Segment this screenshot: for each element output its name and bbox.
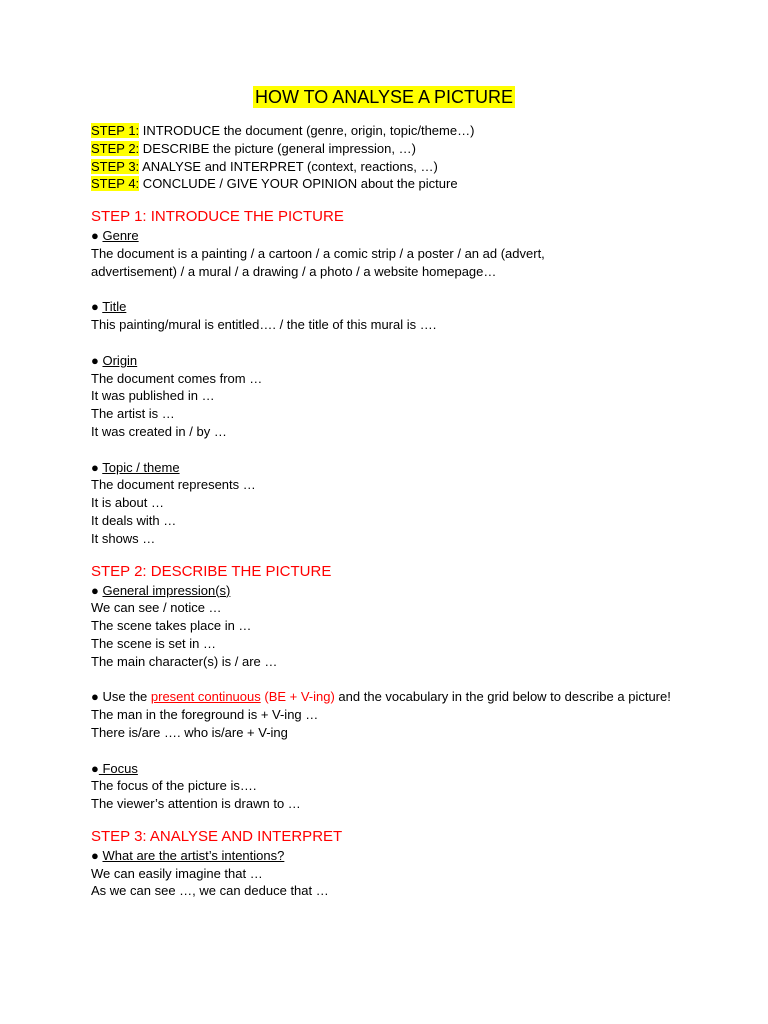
bullet-icon: ● [91,299,99,315]
title-wrap [0,86,768,108]
steps-overview [91,122,691,193]
overview-step-1 [91,122,691,140]
general-line: The scene takes place in … [91,618,252,634]
use-line: The man in the foreground is + V-ing … [91,707,319,723]
topic-label: Topic / theme [102,459,180,475]
topic-line: It shows … [91,530,156,546]
genre-label: Genre [102,228,139,244]
bullet-icon: ● [91,689,99,705]
step-text: CONCLUDE / GIVE YOUR OPINION about the picture [139,176,458,192]
general-label-line [91,582,691,600]
step-label: STEP 4: [91,176,140,192]
focus-line: The focus of the picture is…. [91,778,257,794]
focus-line: The viewer’s attention is drawn to … [91,796,301,812]
overview-step-4 [91,175,691,193]
use-prefix: Use the [98,689,151,705]
title-label-line [91,298,691,316]
genre-line: advertisement) / a mural / a drawing / a photo / a website homepage… [91,263,497,279]
step2-heading: STEP 2: DESCRIBE THE PICTURE [91,562,332,580]
topic-line: The document represents … [91,477,256,493]
general-line: The main character(s) is / are … [91,653,278,669]
use-line: There is/are …. who is/are + V-ing [91,724,288,740]
topic-line: It deals with … [91,512,177,528]
step1-heading: STEP 1: INTRODUCE THE PICTURE [91,208,344,226]
origin-line: The artist is … [91,406,175,422]
intentions-line: As we can see …, we can deduce that … [91,883,329,899]
step-text: INTRODUCE the document (genre, origin, topic/theme…) [139,123,475,138]
step-label: STEP 3: [91,158,140,174]
intentions-line: We can easily imagine that … [91,865,263,881]
use-paren: (BE + V-ing) [260,689,335,705]
topic-line: It is about … [91,495,164,511]
use-suffix: and the vocabulary in the grid below to describe a picture! [334,689,671,705]
document-body [91,122,691,900]
bullet-icon: ● [91,582,99,598]
origin-label: Origin [102,352,138,368]
present-continuous-link: present continuous [150,689,261,705]
step-label: STEP 1: [91,123,140,138]
bullet-icon: ● [91,459,99,475]
bullet-icon: ● [91,228,99,244]
focus-label-line [91,760,691,778]
step-label: STEP 2: [91,140,140,156]
general-label: General impression(s) [102,582,231,598]
overview-step-3 [91,158,691,176]
overview-step-2 [91,140,691,158]
use-tense-line [91,688,691,706]
bullet-icon: ● [91,847,99,863]
origin-line: It was created in / by … [91,423,227,439]
origin-line: It was published in … [91,388,215,404]
genre-label-line [91,227,691,245]
title-label: Title [102,299,127,315]
intentions-label-line [91,847,691,865]
step-text: DESCRIBE the picture (general impression, …) [139,140,416,156]
bullet-icon: ● [91,352,99,368]
origin-label-line [91,352,691,370]
step-text: ANALYSE and INTERPRET (context, reactions, …) [139,158,438,174]
genre-line: The document is a painting / a cartoon / a comic strip / a poster / an ad (advert, [91,245,545,261]
intentions-label: What are the artist’s intentions? [102,847,285,863]
bullet-icon: ● [91,760,99,776]
focus-label: Focus [98,760,138,776]
topic-label-line [91,459,691,477]
origin-line: The document comes from … [91,370,263,386]
general-line: The scene is set in … [91,635,216,651]
general-line: We can see / notice … [91,600,222,616]
step3-heading: STEP 3: ANALYSE AND INTERPRET [91,827,343,845]
title-line: This painting/mural is entitled…. / the title of this mural is …. [91,317,437,333]
page-title: HOW TO ANALYSE A PICTURE [254,87,514,107]
